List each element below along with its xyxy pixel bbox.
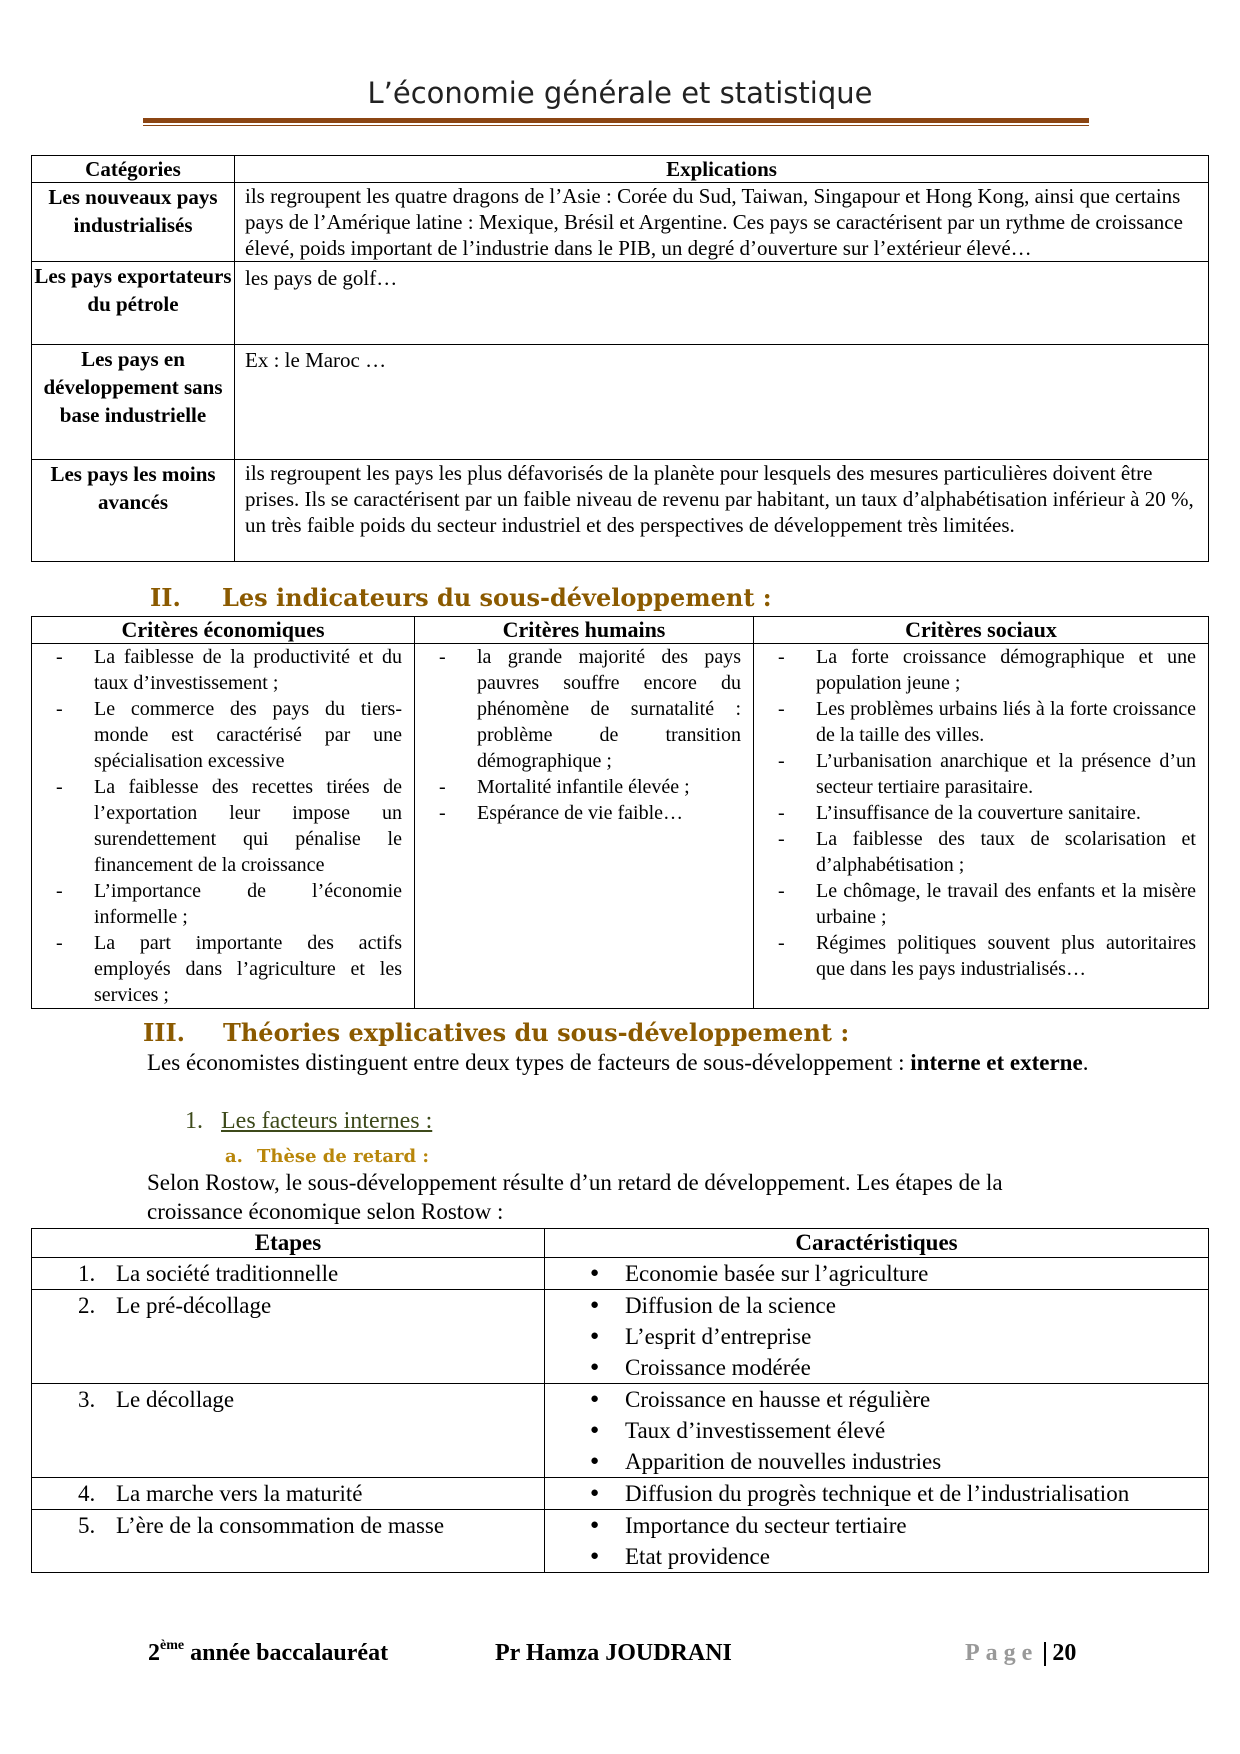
list-item: ● Importance du secteur tertiaire bbox=[545, 1510, 1208, 1541]
section-intro-paragraph bbox=[147, 1048, 1097, 1077]
characteristics-list bbox=[545, 1384, 1208, 1477]
list-item: - La faiblesse de la productivité et du taux d’investissement ; bbox=[32, 644, 402, 696]
table-row bbox=[32, 1384, 1209, 1478]
column-header-categories: Catégories bbox=[32, 156, 235, 183]
footer-level-suffix: ème bbox=[160, 1638, 185, 1653]
table-row bbox=[32, 1510, 1209, 1573]
step-number: 3. bbox=[78, 1387, 96, 1412]
characteristics-cell bbox=[545, 1258, 1209, 1290]
list-item: - La part importante des actifs employés dans l’agriculture et les services ; bbox=[32, 930, 402, 1008]
table-row bbox=[32, 1478, 1209, 1510]
characteristics-list bbox=[545, 1290, 1208, 1383]
section-title: Théories explicatives du sous-développement : bbox=[223, 1018, 850, 1047]
indicators-table bbox=[31, 616, 1209, 1009]
human-criteria-list bbox=[415, 644, 741, 826]
list-item: - Régimes politiques souvent plus autoritaires que dans les pays industrialisés… bbox=[754, 930, 1196, 982]
list-item: - L’importance de l’économie informelle ; bbox=[32, 878, 402, 930]
footer-level-text: année baccalauréat bbox=[184, 1640, 389, 1666]
rostow-stages-table bbox=[31, 1228, 1209, 1573]
list-item: ● Taux d’investissement élevé bbox=[545, 1415, 1208, 1446]
table-header-row bbox=[32, 617, 1209, 644]
step-name: L’ère de la consommation de masse bbox=[116, 1513, 445, 1538]
section-heading-theories bbox=[143, 1018, 849, 1047]
table-header-row bbox=[32, 156, 1209, 183]
section-number: III. bbox=[143, 1018, 186, 1047]
step-name: La marche vers la maturité bbox=[116, 1481, 363, 1506]
page-label: Page bbox=[965, 1640, 1039, 1666]
list-item: - L’urbanisation anarchique et la présence d’un secteur tertiaire parasitaire. bbox=[754, 748, 1196, 800]
list-item: ● Apparition de nouvelles industries bbox=[545, 1446, 1208, 1477]
economic-criteria-cell bbox=[32, 644, 415, 1009]
step-name: La société traditionnelle bbox=[116, 1261, 339, 1286]
intro-text: Les économistes distinguent entre deux types de facteurs de sous-développement : bbox=[147, 1050, 911, 1075]
characteristics-cell bbox=[545, 1478, 1209, 1510]
subsection-heading-delay-thesis bbox=[225, 1146, 429, 1167]
step-cell bbox=[32, 1478, 545, 1510]
step-cell bbox=[32, 1510, 545, 1573]
section-number: II. bbox=[150, 583, 181, 612]
table-row bbox=[32, 262, 1209, 345]
step-number: 2. bbox=[78, 1293, 96, 1318]
header-rule-thin bbox=[143, 125, 1089, 126]
explanation-cell: Ex : le Maroc … bbox=[235, 345, 1209, 460]
step-name: Le décollage bbox=[116, 1387, 235, 1412]
human-criteria-cell bbox=[415, 644, 754, 1009]
list-item: ● Croissance modérée bbox=[545, 1352, 1208, 1383]
rostow-intro-paragraph: Selon Rostow, le sous-développement résulte d’un retard de développement. Les étapes de la croissance économique selon Rostow : bbox=[147, 1170, 1003, 1224]
characteristics-cell bbox=[545, 1384, 1209, 1478]
table-header-row bbox=[32, 1229, 1209, 1258]
column-header-characteristics: Caractéristiques bbox=[545, 1229, 1209, 1258]
table-row bbox=[32, 183, 1209, 262]
social-criteria-cell bbox=[754, 644, 1209, 1009]
step-cell bbox=[32, 1290, 545, 1384]
page-number: 20 bbox=[1052, 1640, 1077, 1666]
list-item: - la grande majorité des pays pauvres souffre encore du phénomène de surnatalité : problème de transition démographique ; bbox=[415, 644, 741, 774]
categories-table bbox=[31, 155, 1209, 562]
explanation-cell: ils regroupent les pays les plus défavorisés de la planète pour lesquels des mesures particulières doivent être prises. Ils se caractérisent par un faible niveau de revenu par habitant, un taux d’alphabétisation inférieur à 20 %, un très faible poids du secteur industriel et des perspectives de développement très limitées. bbox=[235, 460, 1209, 562]
step-name: Le pré-décollage bbox=[116, 1293, 272, 1318]
column-header-explanations: Explications bbox=[235, 156, 1209, 183]
list-item: - Espérance de vie faible… bbox=[415, 800, 741, 826]
table-row bbox=[32, 644, 1209, 1009]
explanation-cell: ils regroupent les quatre dragons de l’Asie : Corée du Sud, Taiwan, Singapour et Hong Kong, ainsi que certains pays de l’Amérique latine : Mexique, Brésil et Argentine. Ces pays se caractérisent par un rythme de croissance élevé, poids important de l’industrie dans le PIB, un degré d’ouverture sur l’extérieur élevé… bbox=[235, 183, 1209, 262]
column-header-human: Critères humains bbox=[415, 617, 754, 644]
footer-level bbox=[148, 1640, 388, 1667]
header-rule bbox=[143, 118, 1089, 123]
list-item: - La faiblesse des recettes tirées de l’exportation leur impose un surendettement qui pénalise le financement de la croissance bbox=[32, 774, 402, 878]
category-cell: Les pays en développement sans base industrielle bbox=[32, 345, 235, 460]
intro-bold-text: interne et externe bbox=[910, 1050, 1083, 1075]
table-row bbox=[32, 1290, 1209, 1384]
characteristics-list bbox=[545, 1510, 1208, 1572]
subsection-heading-internal bbox=[185, 1108, 432, 1135]
characteristics-list bbox=[545, 1478, 1208, 1509]
step-number: 5. bbox=[78, 1513, 96, 1538]
list-item: - Les problèmes urbains liés à la forte croissance de la taille des villes. bbox=[754, 696, 1196, 748]
table-row bbox=[32, 1258, 1209, 1290]
page-separator bbox=[1044, 1642, 1046, 1666]
footer-author: Pr Hamza JOUDRANI bbox=[495, 1640, 732, 1666]
explanation-cell: les pays de golf… bbox=[235, 262, 1209, 345]
subsection-title: Thèse de retard : bbox=[257, 1146, 429, 1167]
step-number: 4. bbox=[78, 1481, 96, 1506]
subsection-letter: a. bbox=[225, 1146, 243, 1167]
list-item: ● Economie basée sur l’agriculture bbox=[545, 1258, 1208, 1289]
list-item: ● L’esprit d’entreprise bbox=[545, 1321, 1208, 1352]
subsection-title: Les facteurs internes : bbox=[221, 1108, 433, 1134]
subsection-number: 1. bbox=[185, 1108, 203, 1134]
table-row bbox=[32, 460, 1209, 562]
list-item: ● Croissance en hausse et régulière bbox=[545, 1384, 1208, 1415]
intro-end: . bbox=[1082, 1050, 1089, 1075]
category-cell: Les pays les moins avancés bbox=[32, 460, 235, 562]
column-header-economic: Critères économiques bbox=[32, 617, 415, 644]
list-item: - Mortalité infantile élevée ; bbox=[415, 774, 741, 800]
list-item: - Le chômage, le travail des enfants et la misère urbaine ; bbox=[754, 878, 1196, 930]
step-number: 1. bbox=[78, 1261, 96, 1286]
section-title: Les indicateurs du sous-développement : bbox=[222, 583, 772, 612]
list-item: ● Diffusion de la science bbox=[545, 1290, 1208, 1321]
list-item: ● Etat providence bbox=[545, 1541, 1208, 1572]
list-item: - L’insuffisance de la couverture sanitaire. bbox=[754, 800, 1196, 826]
list-item: - La forte croissance démographique et une population jeune ; bbox=[754, 644, 1196, 696]
category-cell: Les nouveaux pays industrialisés bbox=[32, 183, 235, 262]
characteristics-cell bbox=[545, 1290, 1209, 1384]
step-cell bbox=[32, 1258, 545, 1290]
footer-level-number: 2 bbox=[148, 1640, 160, 1666]
list-item: - Le commerce des pays du tiers-monde est caractérisé par une spécialisation excessive bbox=[32, 696, 402, 774]
column-header-social: Critères sociaux bbox=[754, 617, 1209, 644]
section-heading-indicators bbox=[150, 583, 772, 612]
economic-criteria-list bbox=[32, 644, 402, 1008]
table-row bbox=[32, 345, 1209, 460]
column-header-steps: Etapes bbox=[32, 1229, 545, 1258]
page-header-title: L’économie générale et statistique bbox=[367, 76, 873, 110]
list-item: - La faiblesse des taux de scolarisation et d’alphabétisation ; bbox=[754, 826, 1196, 878]
footer-page-number bbox=[965, 1640, 1076, 1667]
characteristics-list bbox=[545, 1258, 1208, 1289]
social-criteria-list bbox=[754, 644, 1196, 982]
category-cell: Les pays exportateurs du pétrole bbox=[32, 262, 235, 345]
step-cell bbox=[32, 1384, 545, 1478]
characteristics-cell bbox=[545, 1510, 1209, 1573]
list-item: ● Diffusion du progrès technique et de l’industrialisation bbox=[545, 1478, 1208, 1509]
